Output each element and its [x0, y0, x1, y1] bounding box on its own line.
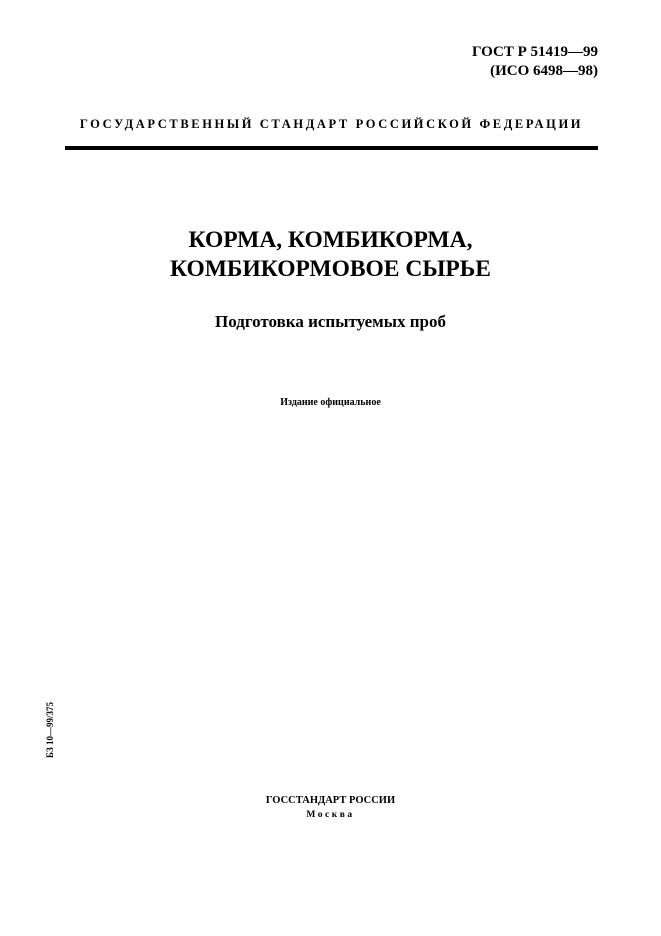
document-subtitle: Подготовка испытуемых проб	[215, 312, 446, 331]
document-header: ГОСУДАРСТВЕННЫЙ СТАНДАРТ РОССИЙСКОЙ ФЕДЕРАЦИИ	[79, 117, 584, 131]
iso-reference: (ИСО 6498—98)	[490, 63, 598, 79]
header-divider	[65, 146, 598, 150]
document-title	[0, 226, 661, 284]
standard-code-block	[472, 43, 598, 81]
publisher-name: ГОССТАНДАРТ РОССИИ	[265, 795, 396, 806]
title-line-1: КОРМА, КОМБИКОРМА,	[188, 227, 473, 253]
edition-label: Издание официальное	[280, 397, 381, 408]
title-line-2: КОМБИКОРМОВОЕ СЫРЬЕ	[170, 256, 491, 282]
standard-number: ГОСТ Р 51419—99	[471, 44, 598, 60]
publisher-city: Москва	[306, 810, 355, 820]
side-catalog-code: БЗ 10—99/375	[45, 702, 55, 758]
